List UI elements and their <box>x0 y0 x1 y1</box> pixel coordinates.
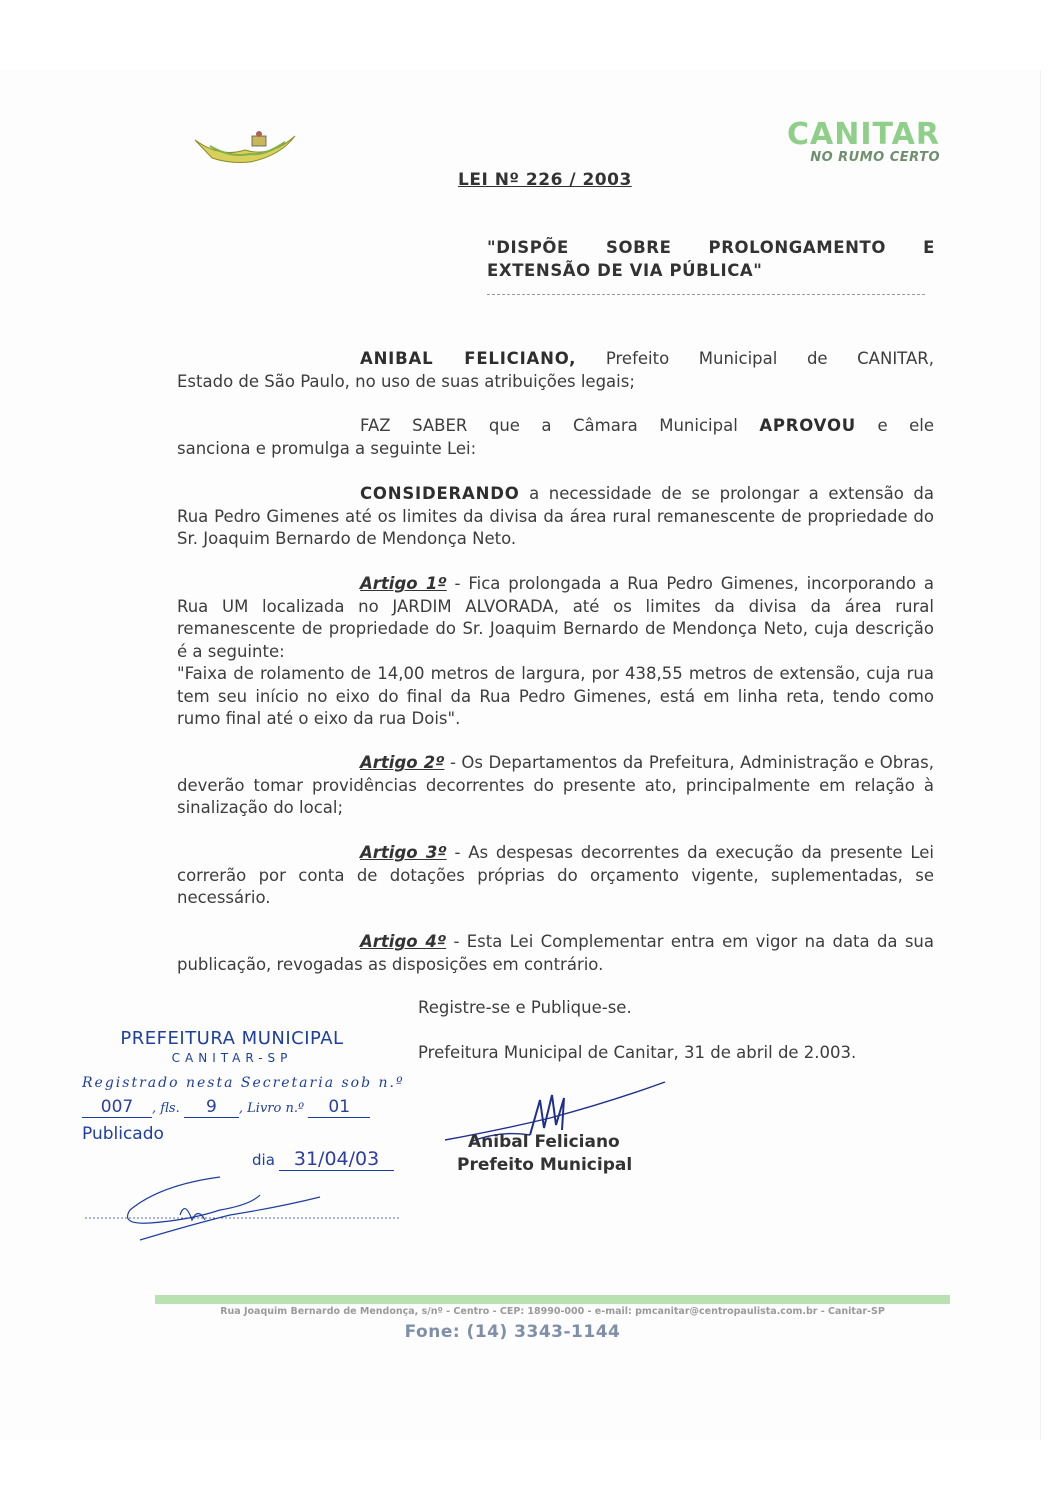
law-summary <box>487 236 935 282</box>
stamp-registered-label: Registrado nesta Secretaria sob n.º <box>82 1075 405 1091</box>
preamble-line1 <box>177 348 934 371</box>
register-publish-line: Registre-se e Publique-se. <box>418 998 632 1017</box>
mayor-name: ANIBAL FELICIANO, <box>360 349 577 368</box>
fls-label: , fls. <box>152 1101 180 1116</box>
considering-paragraph <box>177 483 934 551</box>
enactment-text-a: FAZ SABER que a Câmara Municipal <box>360 416 760 435</box>
approved-keyword: APROVOU <box>759 416 856 435</box>
livro-value: 01 <box>308 1097 370 1118</box>
article-3-label: Artigo 3º <box>360 843 447 862</box>
place-date-line: Prefeitura Municipal de Canitar, 31 de abril de 2.003. <box>418 1043 857 1062</box>
article-3-text: - As despesas decorrentes da execução da presente Lei correrão por conta de dotações próprias do orçamento vigente, suplementadas, se necessário. <box>177 843 934 907</box>
law-summary-line2: EXTENSÃO DE VIA PÚBLICA" <box>487 261 763 280</box>
article-2 <box>177 752 934 820</box>
stamp-signature-drawing <box>80 1165 410 1255</box>
brand-slogan: NO RUMO CERTO <box>810 150 940 165</box>
brand-name: CANITAR <box>787 117 940 152</box>
law-summary-line1: "DISPÕE SOBRE PROLONGAMENTO E <box>487 238 935 257</box>
summary-divider <box>487 294 925 295</box>
stamp-registry-row <box>82 1097 412 1118</box>
registration-stamp <box>82 1028 412 1171</box>
dia-value: 31/04/03 <box>279 1148 394 1171</box>
preamble-paragraph <box>177 348 934 393</box>
enactment-line1 <box>177 415 934 438</box>
preamble-text-b: Estado de São Paulo, no uso de suas atribuições legais; <box>177 371 635 391</box>
article-1 <box>177 573 934 731</box>
enactment-text-b: e ele <box>855 416 935 435</box>
footer-address: Rua Joaquim Bernardo de Mendonça, s/nº - Centro - CEP: 18990-000 - e-mail: pmcanitar@centropaulista.com.br - Canitar-SP <box>220 1306 885 1317</box>
stamp-title: PREFEITURA MUNICIPAL <box>120 1028 344 1049</box>
footer-phone: Fone: (14) 3343-1144 <box>404 1322 621 1342</box>
article-4-text: - Esta Lei Complementar entra em vigor na data da sua publicação, revogadas as disposições em contrário. <box>177 932 934 974</box>
municipal-crest-logo <box>190 128 300 168</box>
considering-keyword: CONSIDERANDO <box>360 484 520 503</box>
signatory-name: Anibal Feliciano <box>468 1132 620 1152</box>
law-title: LEI Nº 226 / 2003 <box>458 170 632 190</box>
article-4 <box>177 931 934 976</box>
article-1-label: Artigo 1º <box>360 574 447 593</box>
enactment-text-c: sanciona e promulga a seguinte Lei: <box>177 438 477 458</box>
registry-number: 007 <box>82 1097 152 1118</box>
article-1-text: - Fica prolongada a Rua Pedro Gimenes, incorporando a Rua UM localizada no JARDIM ALVORADA, até os limites da divisa da área rural remanescente de propriedade do Sr. Joaquim Bernardo de Mendonça Neto, cuja descrição é a seguinte: <box>177 574 934 661</box>
stamp-city: CANITAR-SP <box>171 1051 293 1065</box>
considering-text: a necessidade de se prolongar a extensão da Rua Pedro Gimenes até os limites da divisa da área rural remanescente de propriedade do Sr. Joaquim Bernardo de Mendonça Neto. <box>177 484 934 548</box>
enactment-paragraph <box>177 415 934 460</box>
article-3 <box>177 842 934 910</box>
brand-block <box>740 117 940 165</box>
signatory-role: Prefeito Municipal <box>457 1155 633 1175</box>
dia-label: dia <box>252 1151 275 1169</box>
preamble-text-a: Prefeito Municipal de CANITAR, <box>576 349 934 368</box>
article-1-quote: "Faixa de rolamento de 14,00 metros de largura, por 438,55 metros de extensão, cuja rua tem seu início no eixo do final da Rua Pedro Gimenes, está em linha reta, tendo como rumo final até o eixo da rua Dois". <box>177 664 934 728</box>
footer-bar <box>155 1295 950 1304</box>
article-2-text: - Os Departamentos da Prefeitura, Administração e Obras, deverão tomar providências decorrentes do presente ato, principalmente em relação à sinalização do local; <box>177 753 934 817</box>
stamp-published-label: Publicado <box>82 1124 164 1144</box>
article-2-label: Artigo 2º <box>360 753 445 772</box>
article-4-label: Artigo 4º <box>360 932 447 951</box>
fls-value: 9 <box>184 1097 239 1118</box>
livro-label: , Livro n.º <box>238 1101 305 1116</box>
